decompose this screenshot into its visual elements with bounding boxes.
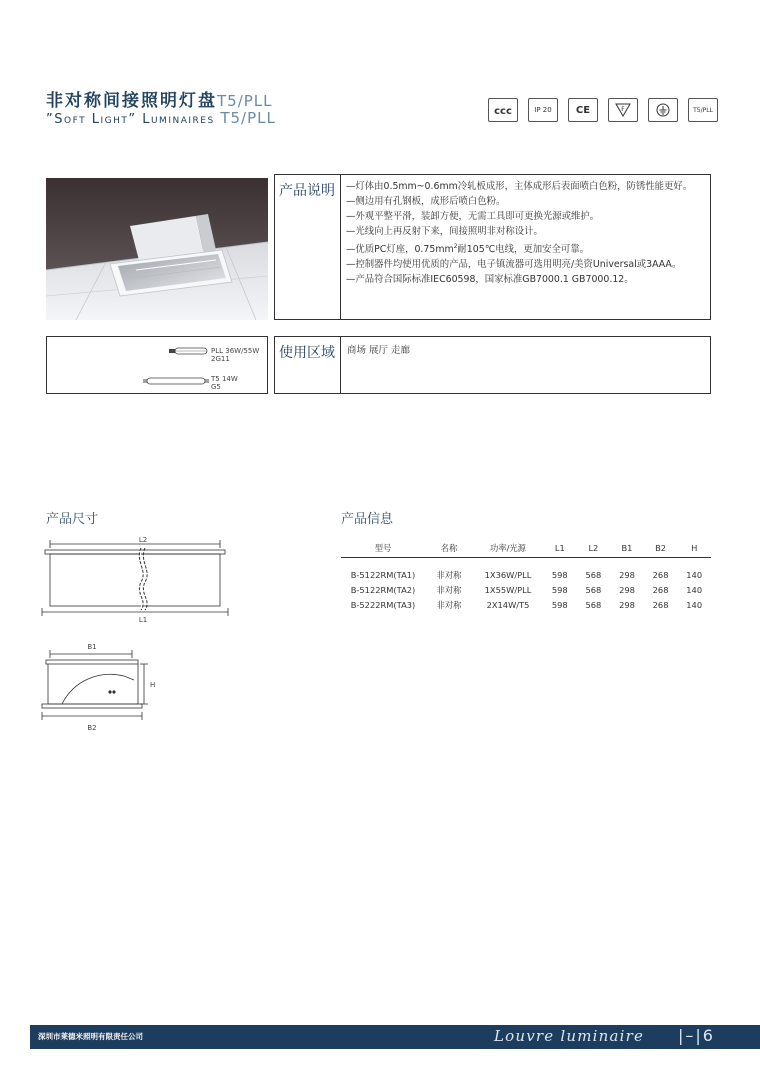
table-row [341,597,711,612]
description-line [346,240,710,258]
pc-line-after: 耐105℃电线，更加安全可靠。 [457,243,589,255]
product-info-table [341,540,711,612]
cell-power: 1X36W/PLL [484,569,532,580]
title-en-main: ”Soft Light” Luminaires [46,112,215,127]
pc-line-sup: 2 [453,242,458,250]
cell-l2: 568 [585,599,602,610]
certification-icons [488,98,718,122]
cell-b2: 268 [652,584,669,595]
description-text [346,180,710,287]
t5-lamp-base: G5 [211,383,221,391]
pll-lamp-name: PLL 36W/55W [211,347,260,355]
t5-pll-label: T5/PLL [693,106,713,114]
product-info-title: 产品信息 [341,512,394,527]
header-power: 功率/光源 [473,540,543,557]
header-l1: L1 [543,540,577,557]
f-mark-icon [608,98,638,122]
description-line: —控制器件均使用优质的产品，电子镇流器可选用明亮/美资Universal或3AAA。 [346,258,682,270]
product-photo [46,178,268,320]
cell-model: B-5122RM(TA1) [350,569,416,580]
cell-l1: 598 [551,569,568,580]
description-line: —光线向上再反射下来，间接照明非对称设计。 [346,225,543,237]
l2-label: L2 [138,536,148,544]
table-header-row [341,540,711,557]
t5-lamp-name: T5 14W [211,375,238,383]
ip20-icon [528,98,558,122]
cell-l1: 598 [551,584,568,595]
t5-tube-icon [143,375,209,387]
b1-label: B1 [87,643,97,651]
h-label: H [150,681,156,689]
svg-text:ccc: ccc [494,106,512,117]
header-l2: L2 [577,540,611,557]
cell-b1: 298 [619,599,635,610]
pll-lamp-icon [169,347,209,355]
pll-lamp-label [211,347,259,363]
description-line: —外观平整平滑，装卸方便，无需工具即可更换光源或维护。 [346,210,600,222]
cell-model: B-5122RM(TA2) [350,584,416,595]
title-en-suffix: T5/PLL [220,109,276,127]
header-b1: B1 [610,540,644,557]
cell-l2: 568 [585,584,602,595]
t5-pll-icon [688,98,718,122]
table-row [341,582,711,597]
header-model: 型号 [341,540,425,557]
pc-line-before: —优质PC灯座，0.75mm [346,243,454,255]
cell-l1: 598 [551,599,568,610]
ccc-mark-icon [488,98,518,122]
cell-name: 非对称 [436,599,462,610]
usage-label: 使用区域 [279,345,335,361]
cell-h: 140 [686,569,703,580]
cell-l2: 568 [585,569,602,580]
table-row [341,557,711,582]
description-line: —产品符合国际标准IEC60598，国家标准GB7000.1 GB7000.12。 [346,273,634,285]
cell-h: 140 [686,584,703,595]
footer-company: 深圳市莱德米照明有限责任公司 [38,1032,143,1041]
usage-text: 商场 展厅 走廊 [347,345,411,356]
cell-model: B-5222RM(TA3) [350,599,416,610]
page-title-cn [46,86,273,111]
t5-lamp-label [211,375,238,391]
cell-b2: 268 [652,599,669,610]
header-h: H [677,540,711,557]
cell-b1: 298 [619,569,635,580]
ip20-label: IP 20 [534,106,552,114]
dimensions-title: 产品尺寸 [46,512,99,527]
ce-mark-icon [568,98,598,122]
cell-power: 1X55W/PLL [484,584,532,595]
description-divider [340,174,341,320]
page-number: |–|6 [678,1026,715,1045]
l1-label: L1 [138,616,148,624]
page-title-en [46,109,276,127]
description-label: 产品说明 [279,183,335,199]
pll-lamp-base: 2G11 [211,355,230,363]
footer-bar [30,1025,760,1049]
description-line: —侧边用有孔钢板，成形后喷白色粉。 [346,195,506,207]
footer-series: Louvre luminaire [494,1027,645,1045]
earth-ground-icon [648,98,678,122]
description-line: —灯体由0.5mm~0.6mm冷轧板成形，主体成形后表面喷白色粉，防锈性能更好。 [346,181,693,192]
cell-b1: 298 [619,584,635,595]
ce-label: CE [575,104,591,116]
cell-name: 非对称 [436,584,462,595]
cell-h: 140 [686,599,703,610]
dimension-drawing-side [40,534,232,626]
title-cn-suffix: T5/PLL [217,92,273,110]
cell-power: 2X14W/T5 [486,599,530,610]
usage-divider [340,336,341,394]
lamp-types-box [46,336,268,394]
b2-label: B2 [87,724,97,732]
svg-text:F: F [621,106,625,113]
header-b2: B2 [644,540,678,557]
cell-b2: 268 [652,569,669,580]
header-name: 名称 [425,540,473,557]
dimension-drawing-section [40,640,160,740]
title-cn-main: 非对称间接照明灯盘 [46,91,217,111]
cell-name: 非对称 [436,569,462,580]
